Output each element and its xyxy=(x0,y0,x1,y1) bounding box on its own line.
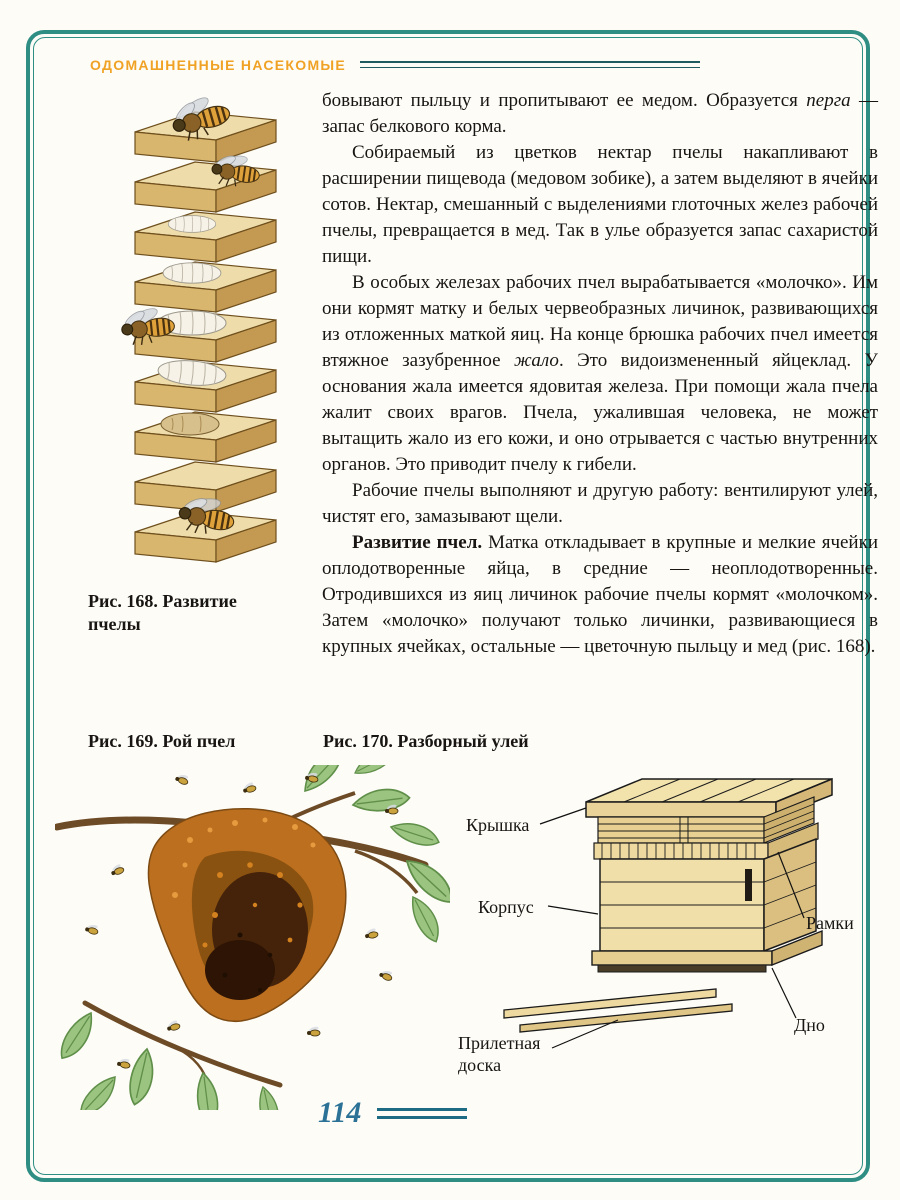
fig168-bee-development-illustration xyxy=(80,92,308,570)
paragraph xyxy=(322,530,878,660)
page-number-divider xyxy=(377,1108,467,1119)
main-text-column xyxy=(322,88,878,660)
fig169-caption: Рис. 169. Рой пчел xyxy=(88,731,236,751)
fig170-beehive-diagram xyxy=(448,762,880,1092)
term-zhalo: жало xyxy=(513,350,559,371)
fig168-caption: Рис. 168. Развитие пчелы xyxy=(88,591,237,634)
hive-label-landing-board: Прилетная доска xyxy=(458,1033,541,1075)
paragraph: Собираемый из цветков нектар пчелы накапливают в расширении пищевода (медовом зобике), а затем выделяют в ячейки сотов. Нектар, смешанный с выделениями глоточных желез рабочей пчелы, превращается в мед. Так в улье образуется запас сахаристой пищи. xyxy=(322,142,878,267)
text-run: бовывают пыльцу и пропитывают ее медом. Образуется xyxy=(322,90,807,111)
hive-label-frames: Рамки xyxy=(806,913,854,933)
term-perga: перга xyxy=(806,90,851,111)
hive-label-lid: Крышка xyxy=(466,815,530,835)
page-footer xyxy=(318,1096,467,1130)
text-run: — запас белкового корма. xyxy=(322,90,878,137)
fig169-bee-swarm-illustration xyxy=(55,765,450,1110)
hive-label-bottom: Дно xyxy=(794,1015,825,1035)
hive-landing-board xyxy=(504,989,732,1032)
fig170-caption: Рис. 170. Разборный улей xyxy=(323,731,529,751)
text-run: . Это видоизмененный яйцеклад. У основания жала имеется ядовитая железа. При помощи жала пчела жалит своих врагов. Пчела, ужалившая человека, не может вытащить жало из его кожи, и оно отрывается с частью внутренних органов. Это приводит пчелу к гибели. xyxy=(322,350,878,475)
pupa-icon xyxy=(161,413,219,435)
swarm-cluster xyxy=(148,809,345,1022)
paragraph xyxy=(322,88,878,140)
paragraph: Рабочие пчелы выполняют и другую работу: вентилируют улей, чистят его, замазывают щели. xyxy=(322,480,878,527)
section-lead: Развитие пчел. xyxy=(352,532,483,553)
hive-label-body: Корпус xyxy=(478,897,534,917)
header-divider xyxy=(360,61,700,68)
chapter-header: ОДОМАШНЕННЫЕ НАСЕКОМЫЕ xyxy=(90,57,347,73)
text-run: В особых железах рабочих пчел вырабатывается «молочко». Им они кормят матку и белых червеобразных личинок, развивающихся из отложенных маткой яиц. На конце брюшка рабочих пчел имеется втяжное зазубренное xyxy=(322,272,878,371)
text-run: Матка откладывает в крупные и мелкие ячейки оплодотворенные яйца, в средние — неоплодотворенные. Отродившихся из яиц личинок рабочие пчелы кормят «молочком». Затем «молочко» получают только личинки, развивающиеся в крупных ячейках, остальные — цветочную пыльцу и мед (рис. 168). xyxy=(322,532,878,657)
paragraph xyxy=(322,270,878,478)
page-number: 114 xyxy=(318,1096,362,1129)
